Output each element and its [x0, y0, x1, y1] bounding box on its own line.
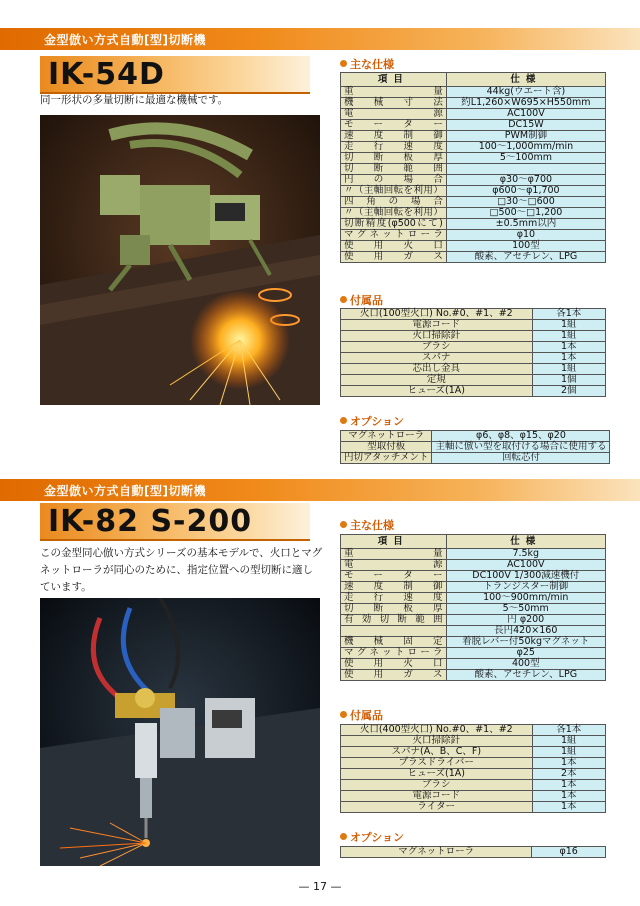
row-value: 1組: [532, 320, 605, 331]
row-item: 電源コード: [341, 320, 533, 331]
row-value: 1個: [532, 375, 605, 386]
row-value: 1組: [532, 364, 605, 375]
row-value: 1本: [532, 353, 605, 364]
row-value: 1本: [532, 342, 605, 353]
section2-specs-heading: 主な仕様: [340, 517, 394, 533]
table-row: [341, 549, 606, 560]
table-row: [341, 847, 606, 858]
bullet-dot-icon: [340, 521, 347, 528]
row-value: φ10: [446, 230, 605, 241]
row-item: 走行速度: [341, 593, 447, 604]
row-item: 重量: [341, 549, 447, 560]
row-value: AC100V: [446, 109, 605, 120]
section2-spec-table: [340, 534, 606, 681]
spec-header-value: 仕様: [446, 73, 605, 87]
row-value: トランジスター制御: [446, 582, 605, 593]
table-row: [341, 802, 606, 813]
section1-machine-photo: [40, 115, 320, 405]
table-row: [341, 87, 606, 98]
section1-spec-table: [340, 72, 606, 263]
table-row: [341, 175, 606, 186]
table-row: [341, 453, 610, 464]
row-value: φ25: [446, 648, 605, 659]
section2-description-line: この金型同心倣い方式シリーズの基本モデルで、火口とマグ: [40, 547, 323, 559]
bullet-dot-icon: [340, 711, 347, 718]
table-row: [341, 120, 606, 131]
table-row: [341, 98, 606, 109]
section2-machine-photo: [40, 598, 320, 866]
row-value: □500～□1,200: [446, 208, 605, 219]
row-value: 約L1,260×W695×H550mm: [446, 98, 605, 109]
row-item: プラスドライバー: [341, 758, 533, 769]
section1-specs-heading: 主な仕様: [340, 56, 394, 72]
section2-options-table: [340, 846, 606, 858]
row-item: 火口(100型火口) No.#0、#1、#2: [341, 309, 533, 320]
row-value: [446, 164, 605, 175]
table-row: [341, 252, 606, 263]
row-value: DC15W: [446, 120, 605, 131]
table-row: [341, 375, 606, 386]
row-item: 芯出し金具: [341, 364, 533, 375]
row-value: 各1本: [532, 725, 605, 736]
table-row: [341, 582, 606, 593]
row-value: 44kg(ウエート含): [446, 87, 605, 98]
table-row: [341, 386, 606, 397]
row-value: 回転芯付: [432, 453, 610, 464]
row-item: マグネットローラ: [341, 648, 447, 659]
row-value: φ30～φ700: [446, 175, 605, 186]
row-value: 1本: [532, 780, 605, 791]
section2-category: 金型倣い方式自動[型]切断機: [44, 484, 206, 498]
row-item: マグネットローラ: [341, 230, 447, 241]
row-item: 速度制御: [341, 131, 447, 142]
row-value: □30～□600: [446, 197, 605, 208]
section1-accessories-table: [340, 308, 606, 397]
row-item: 重量: [341, 87, 447, 98]
row-value: 100型: [446, 241, 605, 252]
section2-accessories-table: [340, 724, 606, 813]
table-row: [341, 442, 610, 453]
row-item: 電源コード: [341, 791, 533, 802]
row-value: 400型: [446, 659, 605, 670]
section2-description: [40, 545, 322, 596]
section1-title-box: [40, 56, 310, 94]
row-item: マグネットローラ: [341, 847, 532, 858]
row-value: φ16: [532, 847, 606, 858]
table-row: [341, 736, 606, 747]
table-row: [341, 320, 606, 331]
row-item: ライター: [341, 802, 533, 813]
row-item: スパナ(A、B、C、F): [341, 747, 533, 758]
row-item: ヒューズ(1A): [341, 769, 533, 780]
row-value: 酸素、アセチレン、LPG: [446, 670, 605, 681]
row-value: 主軸に倣い型を取付ける場合に使用する: [432, 442, 610, 453]
table-row: [341, 648, 606, 659]
machine-photo-illustration: [40, 598, 320, 866]
table-row: [341, 241, 606, 252]
row-value: 円 φ200: [446, 615, 605, 626]
row-value: 5～50mm: [446, 604, 605, 615]
spec-header-value: 仕様: [446, 535, 605, 549]
row-item: 使用ガス: [341, 252, 447, 263]
row-item: 機械固定: [341, 637, 447, 648]
row-value: ±0.5mm以内: [446, 219, 605, 230]
table-row: [341, 142, 606, 153]
row-item: マグネットローラ: [341, 431, 432, 442]
table-row: [341, 560, 606, 571]
table-row: [341, 670, 606, 681]
bullet-dot-icon: [340, 60, 347, 67]
row-item: 電源: [341, 109, 447, 120]
row-item: 〃（主軸回転を利用）: [341, 186, 447, 197]
table-row: [341, 164, 606, 175]
row-item: 四角の場合: [341, 197, 447, 208]
machine-photo-illustration: [40, 115, 320, 405]
section2-category-band: [0, 479, 640, 501]
row-value: 1本: [532, 791, 605, 802]
table-row: [341, 725, 606, 736]
section1-category-band: [0, 28, 640, 50]
table-row: [341, 769, 606, 780]
table-row: [341, 780, 606, 791]
section2-title-box: [40, 503, 310, 541]
table-row: [341, 571, 606, 582]
table-row: [341, 331, 606, 342]
table-row: [341, 353, 606, 364]
table-row: [341, 153, 606, 164]
table-row: [341, 791, 606, 802]
table-row: [341, 230, 606, 241]
row-item: モーター: [341, 120, 447, 131]
row-item: 型取付板: [341, 442, 432, 453]
section1-options-heading: オプション: [340, 413, 404, 429]
table-row: [341, 309, 606, 320]
section2-description-line: ています。: [40, 581, 92, 593]
spec-header-row: [341, 535, 606, 549]
row-value: DC100V 1/300減速機付: [446, 571, 605, 582]
spec-header-item: 項目: [341, 535, 447, 549]
table-row: [341, 364, 606, 375]
table-row: [341, 197, 606, 208]
row-item: [341, 626, 447, 637]
row-value: 各1本: [532, 309, 605, 320]
row-value: PWM制御: [446, 131, 605, 142]
row-value: 7.5kg: [446, 549, 605, 560]
table-row: [341, 637, 606, 648]
row-item: 円の場合: [341, 175, 447, 186]
row-item: 円切アタッチメント: [341, 453, 432, 464]
row-value: 100～1,000mm/min: [446, 142, 605, 153]
row-value: AC100V: [446, 560, 605, 571]
row-item: 使用火口: [341, 241, 447, 252]
row-item: ヒューズ(1A): [341, 386, 533, 397]
row-item: 機械寸法: [341, 98, 447, 109]
table-row: [341, 109, 606, 120]
section1-category: 金型倣い方式自動[型]切断機: [44, 33, 206, 47]
row-item: 使用火口: [341, 659, 447, 670]
table-row: [341, 342, 606, 353]
table-row: [341, 615, 606, 626]
table-row: [341, 747, 606, 758]
row-item: モーター: [341, 571, 447, 582]
row-value: 100～900mm/min: [446, 593, 605, 604]
row-item: 速度制御: [341, 582, 447, 593]
row-item: 切断板厚: [341, 153, 447, 164]
row-value: 1本: [532, 802, 605, 813]
table-row: [341, 186, 606, 197]
table-row: [341, 593, 606, 604]
table-row: [341, 219, 606, 230]
section1-accessories-heading: 付属品: [340, 292, 383, 308]
spec-header-row: [341, 73, 606, 87]
row-item: 切断範囲: [341, 164, 447, 175]
row-item: 火口掃除針: [341, 331, 533, 342]
row-value: 5～100mm: [446, 153, 605, 164]
bullet-dot-icon: [340, 833, 347, 840]
row-item: 走行速度: [341, 142, 447, 153]
row-value: 長円420×160: [446, 626, 605, 637]
section1-options-table: [340, 430, 610, 464]
row-value: 1組: [532, 747, 605, 758]
section1-description: 同一形状の多量切断に最適な機械です。: [40, 94, 229, 106]
bullet-dot-icon: [340, 417, 347, 424]
spec-header-item: 項目: [341, 73, 447, 87]
table-row: [341, 626, 606, 637]
row-item: ブラシ: [341, 780, 533, 791]
row-value: 酸素、アセチレン、LPG: [446, 252, 605, 263]
row-item: 切断精度(φ500にて): [341, 219, 447, 230]
table-row: [341, 758, 606, 769]
row-value: 着脱レバー付50kgマグネット: [446, 637, 605, 648]
section2-accessories-heading: 付属品: [340, 707, 383, 723]
bullet-dot-icon: [340, 296, 347, 303]
section2-description-line: ネットローラが同心のために、指定位置への型切断に適し: [40, 564, 313, 576]
row-value: 1本: [532, 758, 605, 769]
section1-model-title: IK-54D: [48, 57, 165, 92]
row-item: スパナ: [341, 353, 533, 364]
page-number: — 17 —: [298, 880, 342, 893]
row-value: 1組: [532, 331, 605, 342]
section2-options-heading: オプション: [340, 829, 404, 845]
row-item: 火口掃除針: [341, 736, 533, 747]
table-row: [341, 604, 606, 615]
row-value: φ600～φ1,700: [446, 186, 605, 197]
row-item: 有効切断範囲: [341, 615, 447, 626]
row-value: 1組: [532, 736, 605, 747]
row-value: φ6、φ8、φ15、φ20: [432, 431, 610, 442]
table-row: [341, 208, 606, 219]
row-item: 電源: [341, 560, 447, 571]
row-item: ブラシ: [341, 342, 533, 353]
table-row: [341, 659, 606, 670]
table-row: [341, 431, 610, 442]
row-value: 2本: [532, 769, 605, 780]
section2-model-title: IK-82 S-200: [48, 504, 253, 539]
row-item: 切断板厚: [341, 604, 447, 615]
row-item: 使用ガス: [341, 670, 447, 681]
row-value: 2個: [532, 386, 605, 397]
table-row: [341, 131, 606, 142]
row-item: 定規: [341, 375, 533, 386]
row-item: 火口(400型火口) No.#0、#1、#2: [341, 725, 533, 736]
row-item: 〃（主軸回転を利用）: [341, 208, 447, 219]
